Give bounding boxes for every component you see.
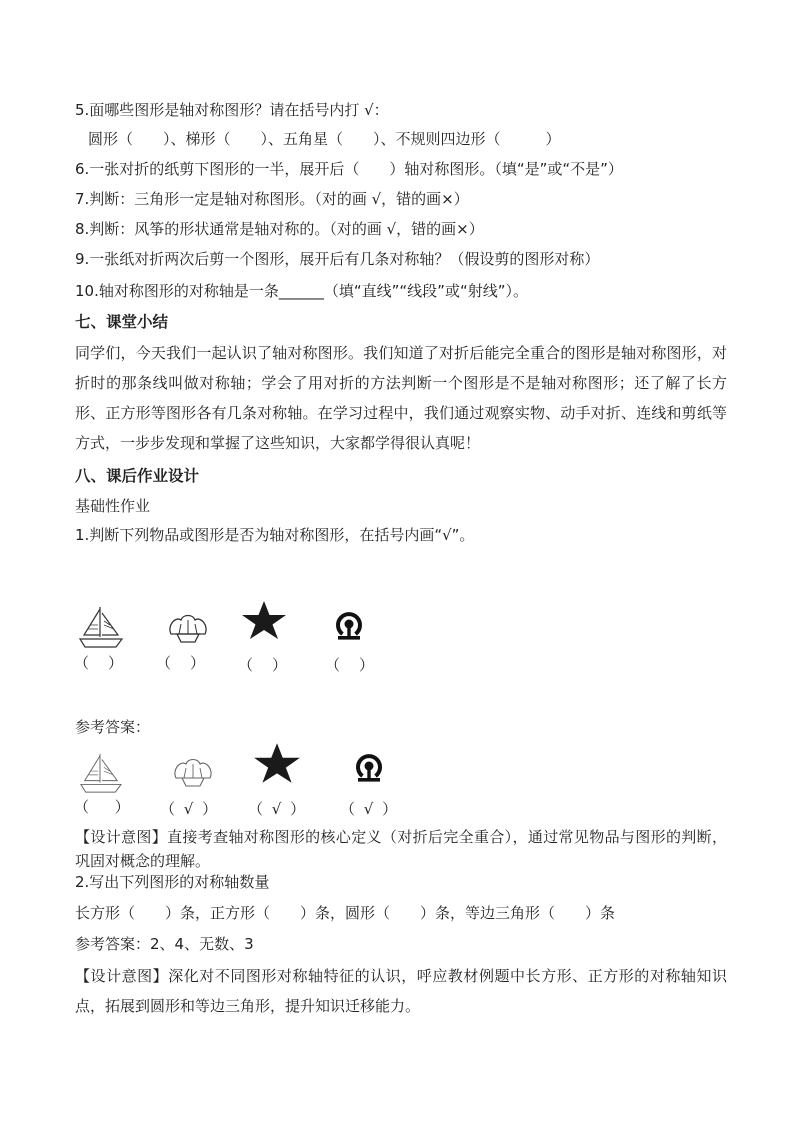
answer-blank-1[interactable]: （ ） xyxy=(74,654,126,672)
question-10: 10.轴对称图形的对称轴是一条______（填“直线”“线段”或“射线”）。 xyxy=(75,282,528,300)
question-6: 6.一张对折的纸剪下图形的一半，展开后（ ）轴对称图形。（填“是”或“不是”） xyxy=(75,160,623,178)
homework-subheading: 基础性作业 xyxy=(75,497,151,515)
star-icon xyxy=(240,600,288,640)
design-intent-1: 【设计意图】直接考查轴对称图形的核心定义（对折后完全重合），通过常见物品与图形的判断，巩固对概念的理解。 xyxy=(75,828,727,870)
railway-logo-icon xyxy=(353,752,385,786)
question-5-options: 圆形（ ）、梯形（ ）、五角星（ ）、不规则四边形（ ） xyxy=(88,130,561,148)
summary-paragraph: 同学们，今天我们一起认识了轴对称图形。我们知道了对折后能完全重合的图形是轴对称图形，对折时的那条线叫做对称轴；学会了用对折的方法判断一个图形是不是轴对称图形；还了解了长方形、正方形等图形各有几条对称轴。在学习过程中，我们通过观察实物、动手对折、连线和剪纸等方式，一步步发现和掌握了这些知识，大家都学得很认真呢！ xyxy=(75,344,727,452)
answer-key-3: （ √ ） xyxy=(248,800,308,818)
answer-key-4: （ √ ） xyxy=(340,800,400,818)
homework-item2-blanks: 长方形（ ）条，正方形（ ）条，圆形（ ）条，等边三角形（ ）条 xyxy=(75,904,616,922)
answer-label: 参考答案： xyxy=(75,718,151,736)
homework-heading: 八、课后作业设计 xyxy=(75,467,200,485)
question-7: 7.判断：三角形一定是轴对称图形。（对的画 √，错的画×） xyxy=(75,190,469,208)
homework-item1-question: 1.判断下列物品或图形是否为轴对称图形，在括号内画“√”。 xyxy=(75,526,475,544)
question-9: 9.一张纸对折两次后剪一个图形，展开后有几条对称轴？（假设剪的图形对称） xyxy=(75,250,600,268)
question-8: 8.判断：风筝的形状通常是轴对称的。（对的画 √，错的画×） xyxy=(75,220,484,238)
answer-blank-4[interactable]: （ ） xyxy=(325,656,377,674)
homework-item2-answer: 参考答案：2、4、无数、3 xyxy=(75,935,254,953)
answer-blank-3[interactable]: （ ） xyxy=(238,656,290,674)
answer-key-2: （ √ ） xyxy=(160,800,220,818)
answer-key-1: （ ） xyxy=(74,798,132,816)
question-5: 5.面哪些图形是轴对称图形？请在括号内打 √： xyxy=(75,101,389,119)
shell-icon xyxy=(170,756,216,790)
summary-heading: 七、课堂小结 xyxy=(75,313,169,331)
railway-logo-icon xyxy=(333,610,365,644)
answer-blank-2[interactable]: （ ） xyxy=(156,654,208,672)
sailboat-icon xyxy=(76,603,124,649)
homework-item2-question: 2.写出下列图形的对称轴数量 xyxy=(75,873,270,891)
design-intent-2: 【设计意图】深化对不同图形对称轴特征的认识，呼应教材例题中长方形、正方形的对称轴知识点，拓展到圆形和等边三角形，提升知识迁移能力。 xyxy=(75,967,727,1015)
star-icon xyxy=(252,742,302,784)
sailboat-icon xyxy=(76,750,124,794)
shell-icon xyxy=(165,612,211,646)
